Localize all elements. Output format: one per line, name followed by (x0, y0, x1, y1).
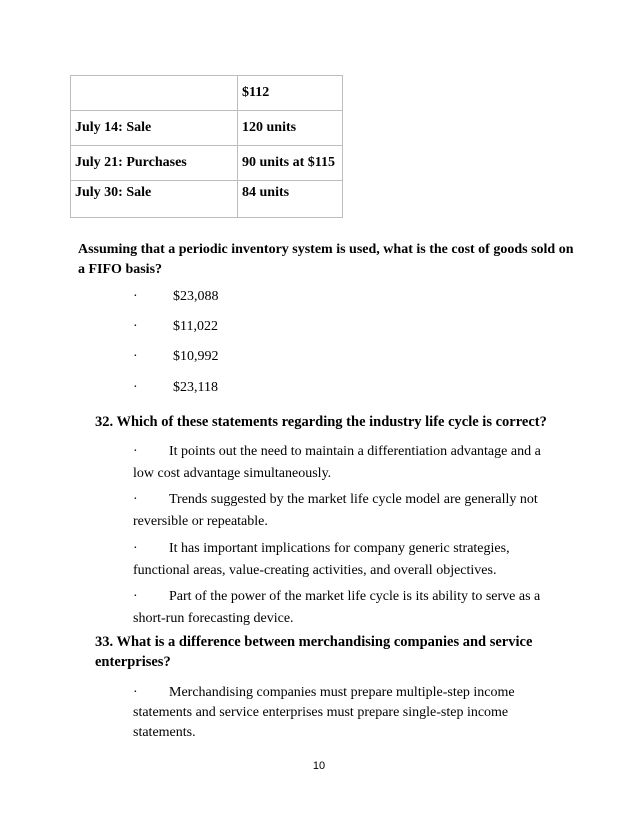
option-text: It points out the need to maintain a differentiation advantage and a low cost advantage simultaneously. (133, 444, 541, 481)
inventory-table (70, 75, 343, 218)
option-text: Merchandising companies must prepare multiple-step income statements and service enterprises must prepare single-step income statements. (133, 685, 515, 740)
answer-option (133, 538, 563, 582)
bullet: · (133, 349, 138, 364)
answer-option (133, 380, 218, 396)
answer-option (133, 319, 218, 335)
option-text: $23,118 (173, 380, 218, 395)
answer-option (133, 349, 219, 365)
option-text: $11,022 (173, 319, 218, 334)
answer-option (133, 289, 219, 305)
option-text: Part of the power of the market life cycle is its ability to serve as a short-run forecasting device. (133, 589, 541, 626)
option-text: It has important implications for company generic strategies, functional areas, value-creating activities, and overall objectives. (133, 541, 510, 578)
answer-option (133, 441, 563, 485)
table-row (71, 146, 343, 181)
question-32-text: 32. Which of these statements regarding the industry life cycle is correct? (95, 414, 547, 430)
table-cell: July 21: Purchases (71, 146, 238, 181)
answer-option (133, 489, 563, 533)
page-number: 10 (312, 760, 326, 772)
question-31-text: Assuming that a periodic inventory system is used, what is the cost of goods sold on a FIFO basis? (78, 242, 574, 277)
answer-option (133, 683, 563, 743)
bullet: · (133, 444, 138, 459)
table-cell: 120 units (238, 111, 343, 146)
option-text: Trends suggested by the market life cycle model are generally not reversible or repeatable. (133, 492, 538, 529)
bullet: · (133, 319, 138, 334)
bullet: · (133, 589, 138, 604)
table-cell: 90 units at $115 (238, 146, 343, 181)
table-cell: July 14: Sale (71, 111, 238, 146)
answer-option (133, 586, 563, 630)
bullet: · (133, 380, 138, 395)
bullet: · (133, 541, 138, 556)
bullet: · (133, 289, 138, 304)
table-row (71, 76, 343, 111)
option-text: $23,088 (173, 289, 219, 304)
table-cell: 84 units (238, 181, 343, 218)
table-row (71, 111, 343, 146)
table-cell (71, 76, 238, 111)
bullet: · (133, 492, 138, 507)
table-row (71, 181, 343, 218)
table-cell: $112 (238, 76, 343, 111)
bullet: · (133, 685, 138, 700)
option-text: $10,992 (173, 349, 219, 364)
table-cell: July 30: Sale (71, 181, 238, 218)
question-33-text: 33. What is a difference between merchandising companies and service enterprises? (95, 634, 533, 670)
